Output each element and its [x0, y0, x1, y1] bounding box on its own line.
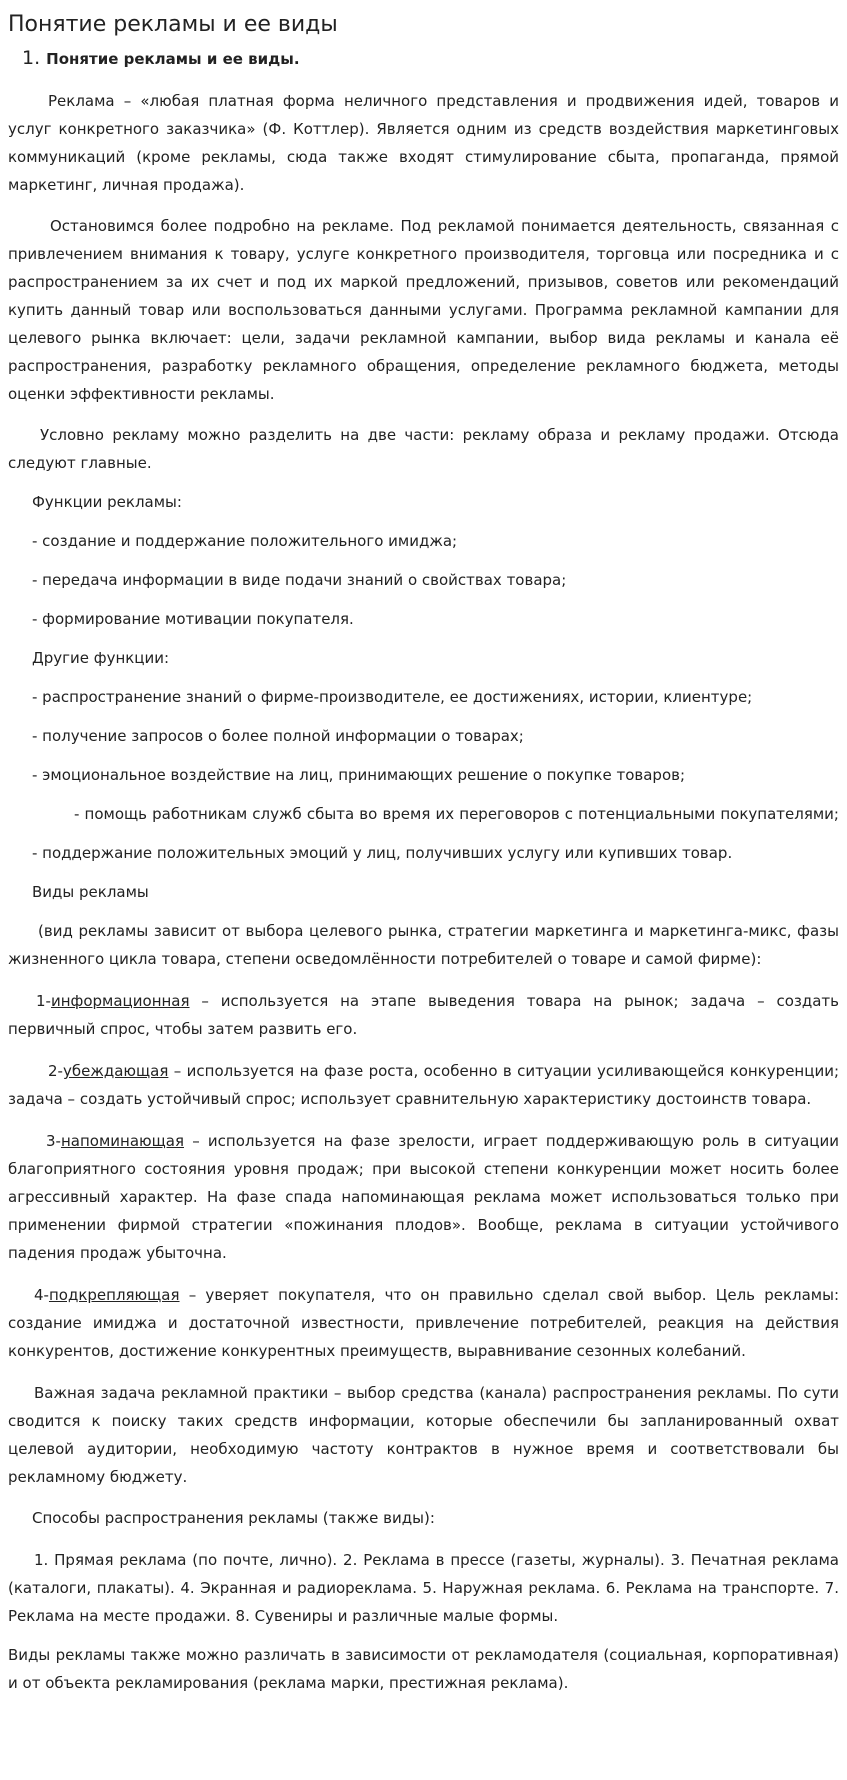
type-term: убеждающая — [62, 1062, 169, 1080]
type-prefix: 3- — [46, 1132, 61, 1150]
function-item: - передача информации в виде подачи знаний о свойствах товара; — [32, 571, 567, 589]
function-item: - формирование мотивации покупателя. — [32, 610, 354, 628]
section-number: 1. — [22, 47, 41, 69]
section-heading — [8, 46, 839, 71]
types-heading: Виды рекламы — [32, 883, 149, 901]
other-function-item: - получение запросов о более полной информации о товарах; — [32, 727, 524, 745]
type-item-persuasive — [8, 1057, 839, 1113]
types-intro: (вид рекламы зависит от выбора целевого рынка, стратегии маркетинга и маркетинга-микс, фазы жизненного цикла товара, степени осведомлённости потребителей о товаре и самой фирме): — [8, 922, 839, 968]
other-function-item: - помощь работникам служб сбыта во время их переговоров с потенциальными покупателями; — [74, 805, 839, 823]
other-function-item: - поддержание положительных эмоций у лиц, получивших услугу или купивших товар. — [32, 844, 733, 862]
type-description: – уверяет покупателя, что он правильно сделал свой выбор. Цель рекламы: создание имиджа и достаточной известности, привлечение потребителей, реакция на действия конкурентов, достижение конкурентных преимуществ, выравнивание сезонных колебаний. — [8, 1286, 839, 1360]
paragraph-types-other: Виды рекламы также можно различать в зависимости от рекламодателя (социальная, корпоративная) и от объекта рекламирования (реклама марки, престижная реклама). — [8, 1646, 839, 1692]
type-description: – используется на фазе зрелости, играет поддерживающую роль в ситуации благоприятного состояния уровня продаж; при высокой степени конкуренции может носить более агрессивный характер. На фазе спада напоминающая реклама может использоваться только при применении фирмой стратегии «пожинания плодов». Вообще, реклама в ситуации устойчивого падения продаж убыточна. — [8, 1132, 839, 1262]
type-description: – используется на фазе роста, особенно в ситуации усиливающейся конкуренции; задача – создать устойчивый спрос; использует сравнительную характеристику достоинств товара. — [8, 1062, 839, 1108]
type-description: – используется на этапе выведения товара на рынок; задача – создать первичный спрос, чтобы затем развить его. — [8, 992, 839, 1038]
paragraph-definition: Реклама – «любая платная форма неличного представления и продвижения идей, товаров и услуг конкретного заказчика» (Ф. Коттлер). Является одним из средств воздействия маркетинговых коммуникаций (кроме рекламы, сюда также входят стимулирование сбыта, пропаганда, прямой маркетинг, личная продажа). — [8, 92, 839, 194]
type-item-reinforcing — [8, 1281, 839, 1365]
paragraph-details: Остановимся более подробно на рекламе. Под рекламой понимается деятельность, связанная с привлечением внимания к товару, услуге конкретного производителя, торговца или посредника и с распространением за их счет и под их маркой предложений, призывов, советов или рекомендаций купить данный товар или воспользоваться данными услугами. Программа рекламной кампании для целевого рынка включает: цели, задачи рекламной кампании, выбор вида рекламы и канала её распространения, разработку рекламного обращения, определение рекламного бюджета, методы оценки эффективности рекламы. — [8, 217, 839, 403]
type-prefix: 4- — [34, 1286, 49, 1304]
type-term: подкрепляющая — [48, 1286, 180, 1304]
paragraph-channel: Важная задача рекламной практики – выбор средства (канала) распространения рекламы. По сути сводится к поиску таких средств информации, которые обеспечили бы запланированный охват целевой аудитории, необходимую частоту контрактов в нужное время и соответствовали бы рекламному бюджету. — [8, 1384, 839, 1486]
type-term: информационная — [50, 992, 190, 1010]
type-item-informational — [8, 987, 839, 1043]
methods-list: 1. Прямая реклама (по почте, лично). 2. Реклама в прессе (газеты, журналы). 3. Печатная реклама (каталоги, плакаты). 4. Экранная и радиореклама. 5. Наружная реклама. 6. Реклама на транспорте. 7. Реклама на месте продажи. 8. Сувениры и различные малые формы. — [8, 1551, 839, 1625]
other-function-item: - распространение знаний о фирме-производителе, ее достижениях, истории, клиентуре; — [32, 688, 753, 706]
document-body — [8, 87, 839, 1697]
page-title: Понятие рекламы и ее виды — [8, 12, 338, 37]
functions-heading: Функции рекламы: — [32, 493, 182, 511]
function-item: - создание и поддержание положительного имиджа; — [32, 532, 458, 550]
paragraph-division: Условно рекламу можно разделить на две части: рекламу образа и рекламу продажи. Отсюда следуют главные. — [8, 426, 839, 472]
type-prefix: 2- — [48, 1062, 63, 1080]
type-term: напоминающая — [60, 1132, 184, 1150]
methods-heading: Способы распространения рекламы (также виды): — [32, 1509, 435, 1527]
other-functions-heading: Другие функции: — [32, 649, 170, 667]
other-function-item: - эмоциональное воздействие на лиц, принимающих решение о покупке товаров; — [32, 766, 686, 784]
type-prefix: 1- — [36, 992, 51, 1010]
section-title: Понятие рекламы и ее виды. — [46, 50, 300, 68]
type-item-reminding — [8, 1127, 839, 1267]
